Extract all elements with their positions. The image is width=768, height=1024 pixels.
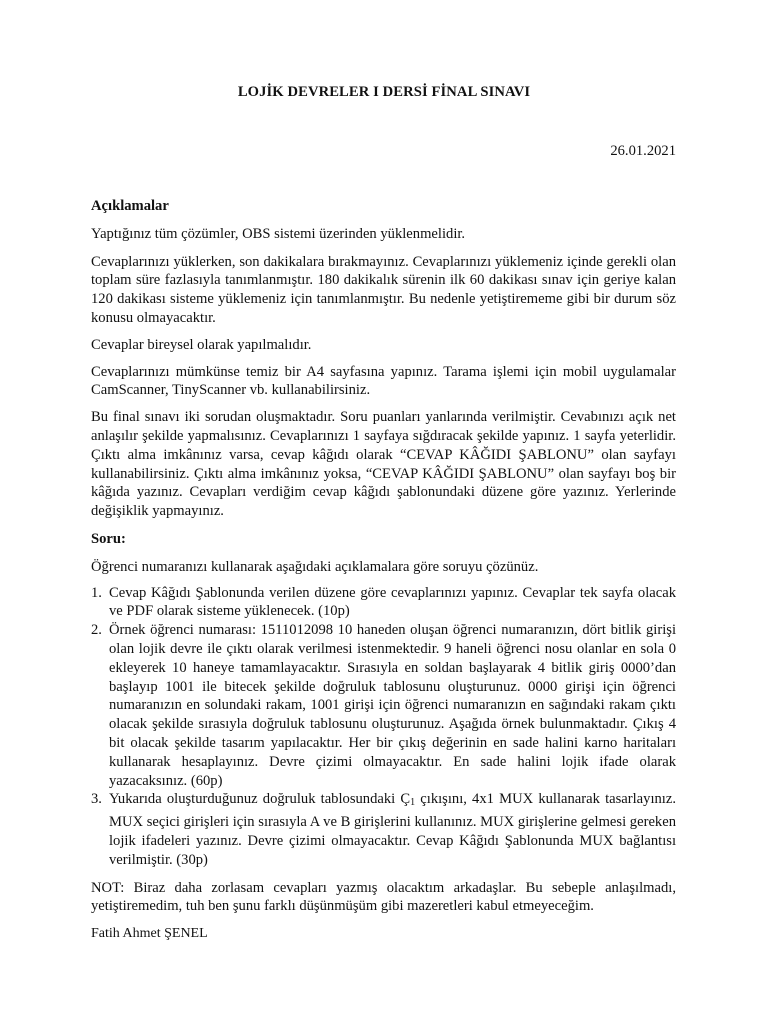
output-subscript: 1 xyxy=(410,797,416,809)
question-number: 3. xyxy=(91,791,102,808)
paragraph-a4: Cevaplarınızı mümkünse temiz bir A4 sayfasına yapınız. Tarama işlemi için mobil uygulamalar CamScanner, TinyScanner vb. kullanabilirsiniz. xyxy=(91,363,676,399)
paragraph-exam-info: Bu final sınavı iki sorudan oluşmaktadır. Soru puanları yanlarında verilmiştir. Cevabınızı açık net anlaşılır şekilde yapmalısınız. Cevaplarınızı 1 sayfaya sığdıracak şekilde yapınız. 1 sayfa yeterlidir. Çıktı alma imkânınız varsa, cevap kâğıdı olarak “CEVAP KÂĞIDI ŞABLONU” olan sayfayı kullanabilirsiniz. Çıktı alma imkânınız yoksa, “CEVAP KÂĞIDI ŞABLONU” olan sayfayı boş bir kâğıda yazınız. Cevapları verdiğim cevap kâğıdı şablonundaki düzene göre yazınız. Yerlerinde değişiklik yapmayınız. xyxy=(91,409,676,520)
question-item xyxy=(91,584,676,622)
question-list xyxy=(91,584,676,870)
soru-intro: Öğrenci numaranızı kullanarak aşağıdaki açıklamalara göre soruyu çözünüz. xyxy=(91,558,539,575)
question-number: 2. xyxy=(91,622,102,639)
question-text: Cevap Kâğıdı Şablonunda verilen düzene göre cevaplarınızı yapınız. Cevaplar tek sayfa olacak ve PDF olarak sisteme yüklenecek. (10p) xyxy=(109,584,676,620)
paragraph-individual: Cevaplar bireysel olarak yapılmalıdır. xyxy=(91,336,312,353)
document-body xyxy=(91,197,676,944)
question-text-after: çıkışını, 4x1 MUX kullanarak tasarlayınız. MUX seçici girişleri için sırasıyla A ve B girişlerini kullanınız. MUX girişlerine gelmesi gereken lojik ifadeleri yazınız. Devre çizimi olmayacaktır. Cevap Kâğıdı Şablonunda MUX bağlantısı verilmiştir. (30p) xyxy=(109,791,676,868)
paragraph-upload-time: Cevaplarınızı yüklerken, son dakikalara bırakmayınız. Cevaplarınızı yüklemeniz içinde gerekli olan toplam süre fazlasıyla tanımlanmıştır. 180 dakikalık sürenin ilk 60 dakikası sınav için geriye kalan 120 dakikası sisteme yüklemeniz için tanımlanmıştır. Bu nedenle yetiştirememe gibi bir durum söz konusu olmayacaktır. xyxy=(91,253,676,326)
exam-date: 26.01.2021 xyxy=(610,143,676,159)
soru-heading: Soru: xyxy=(91,530,126,547)
page-title: LOJİK DEVRELER I DERSİ FİNAL SINAVI xyxy=(237,84,531,100)
question-text-before: Yukarıda oluşturduğunuz doğruluk tablosundaki Ç xyxy=(109,791,411,808)
question-text: Örnek öğrenci numarası: 1511012098 10 haneden oluşan öğrenci numaranızın, dört bitlik girişi olan lojik devre ile çıktı olarak verilmesi istenmektedir. 9 haneli öğrenci nosu olanlar en sola 0 ekleyerek 10 haneye tamamlayacaktır. Sırasıyla en soldan başlayarak 4 bitlik giriş 0000’dan başlayıp 1001 ile bitecek şekilde doğruluk tablosunu oluşturunuz. 0000 girişi için öğrenci numaranızın en solundaki rakam, 1001 girişi için öğrenci numaranızın en sağındaki rakam çıktı olacak şekilde sırasıyla doğruluk tablosunu oluşturunuz. Aşağıda örnek bulunmaktadır. Çıkış 4 bit olacak şekilde tasarım yapılacaktır. Her bir çıkış değerinin en sade halini karno haritaları kullanarak hesaplayınız. Devre çizimi olmayacaktır. En sade halini lojik ifade olarak yazacaksınız. (60p) xyxy=(109,622,676,789)
question-item xyxy=(91,621,676,790)
aciklamalar-heading: Açıklamalar xyxy=(91,198,169,214)
paragraph-obs: Yaptığınız tüm çözümler, OBS sistemi üzerinden yüklenmelidir. xyxy=(91,225,466,242)
signature: Fatih Ahmet ŞENEL xyxy=(91,926,208,942)
question-number: 1. xyxy=(91,584,102,601)
note-paragraph: NOT: Biraz daha zorlasam cevapları yazmış olacaktım arkadaşlar. Bu sebeple anlaşılmadı, yetiştiremedim, tuh ben şunu farklı düşünmüşüm gibi mazeretleri kabul etmeyeceğim. xyxy=(91,879,676,915)
question-item xyxy=(91,790,676,869)
